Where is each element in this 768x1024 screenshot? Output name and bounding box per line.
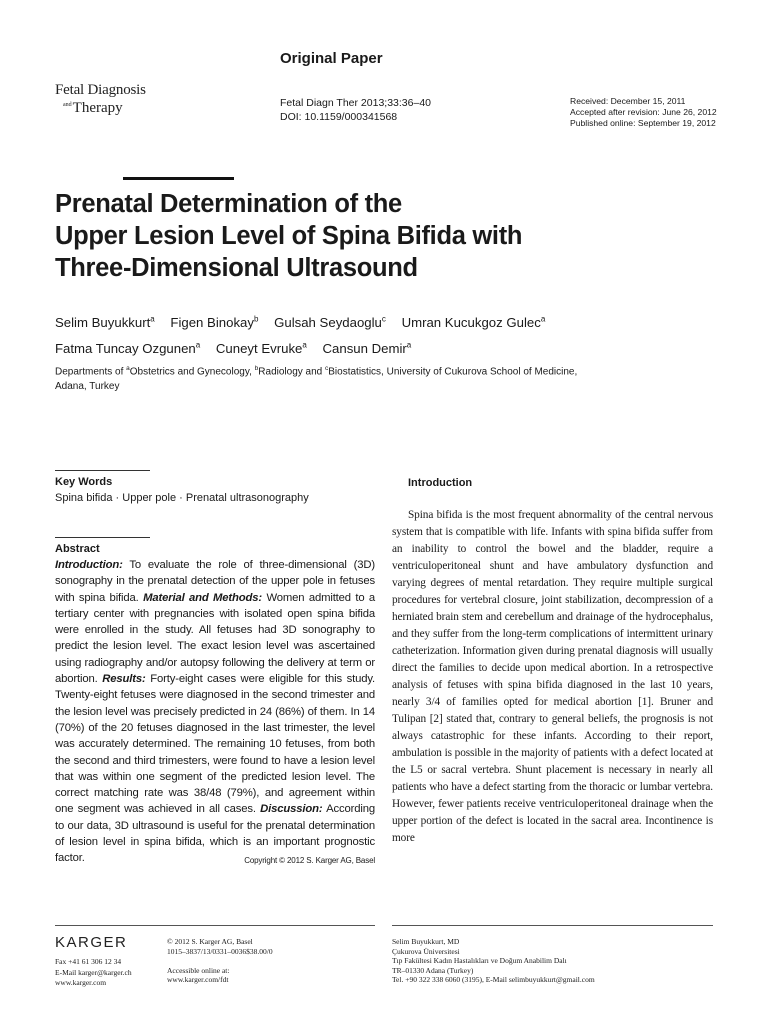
- author: Selim Buyukkurt$^a$: [55, 315, 155, 331]
- title-rule: [123, 177, 234, 180]
- title-line: Three-Dimensional Ultrasound: [55, 254, 418, 282]
- copyright: © 2012 S. Karger AG, Basel: [167, 937, 253, 946]
- doi[interactable]: DOI: 10.1159/000341568: [280, 111, 398, 123]
- corr-address: TR–01330 Adana (Turkey): [392, 965, 474, 975]
- accepted-date: Accepted after revision: June 26, 2012: [570, 107, 717, 117]
- author: Umran Kucukgoz Gulec$^a$: [401, 315, 546, 331]
- abstract-heading: Abstract: [55, 543, 100, 555]
- abstract-rule: [55, 537, 150, 538]
- footer-rule-left: [55, 925, 375, 926]
- journal-logo: [55, 83, 146, 116]
- author: Cansun Demir$^a$: [322, 340, 412, 356]
- affiliation: Departments of $^a$Obstetrics and Gynecology, $^b$Radiology and $^c$Biostatistics, University of Cukurova School of Medicine, Adana, Turkey: [55, 365, 578, 393]
- issn: 1015–3837/13/0331–0036$38.00/0: [167, 946, 273, 956]
- email[interactable]: E-Mail karger@karger.ch: [55, 967, 132, 977]
- title-line: Prenatal Determination of the: [55, 190, 402, 218]
- keywords-heading: Key Words: [55, 476, 113, 488]
- author: Gulsah Seydaoglu$^c$: [274, 315, 386, 331]
- journal-name-line1: Fetal Diagnosis: [55, 82, 146, 98]
- accessible-label: Accessible online at:: [167, 965, 230, 975]
- fax: Fax +41 61 306 12 34: [55, 957, 122, 966]
- website[interactable]: www.karger.com: [55, 978, 107, 987]
- citation-block: [280, 96, 431, 124]
- abstract-body: Introduction: To evaluate the role of three-dimensional (3D) sonography in the prenatal detection of the upper pole in fetuses with spina bifida. Material and Methods: Women admitted to a tertiary center with pregnancies with isolated open spina bifida were enrolled in the study. All fetuses had 3D sonography to predict the lesion level. The exact lesion level was ascertained using radiography and/or autopsy following the delivery at term or abortion. Results: Forty-eight cases were eligible for this study. Twenty-eight fetuses were diagnosed in the second trimester and the lesion level was precisely predicted in 24 (86%) of them. In 14 (70%) of the 20 fetuses diagnosed in the last trimester, the level was accurately determined. The remaining 10 fetuses, from both the second and third trimesters, were found to have a lesion level that was within one segment of the predicted lesion level. The correct matching rate was 38/48 (79%), and agreement within one segment was achieved in all cases. Discussion: According to our data, 3D ultrasound is useful for the prenatal determination of lesion level in spina bifida, which is an important prognostic factor. Copyright © 2012 S. Karger AG, Basel: [55, 557, 375, 870]
- paper-type: Original Paper: [280, 50, 383, 67]
- citation: Fetal Diagn Ther 2013;33:36–40: [280, 97, 431, 109]
- copyright-block: [167, 937, 273, 985]
- corr-contact[interactable]: Tel. +90 322 338 6060 (3195), E-Mail selimbuyukkurt@gmail.com: [392, 975, 595, 984]
- journal-name-line2: Therapy: [72, 100, 123, 116]
- keywords-text: Spina bifida · Upper pole · Prenatal ultrasonography: [55, 492, 309, 504]
- introduction-heading: Introduction: [408, 477, 473, 489]
- dates-block: [570, 96, 717, 129]
- accessible-url[interactable]: www.karger.com/fdt: [167, 975, 229, 984]
- author-list: [55, 309, 715, 360]
- keywords-rule: [55, 470, 150, 471]
- publisher-contact: [55, 957, 132, 989]
- corr-name: Selim Buyukkurt, MD: [392, 937, 460, 946]
- author: Fatma Tuncay Ozgunen$^a$: [55, 340, 201, 356]
- publisher-logo: KARGER: [55, 934, 128, 951]
- introduction-body: Spina bifida is the most frequent abnormality of the central nervous system that is compatible with life. Infants with spina bifida suffer from an inability to control the bowel and the bladder, require a ventriculoperitoneal shunt and have ambulatory dysfunction and varying degrees of mental retardation. They require multiple surgical procedures for vertebral closure, joint stabilization, decompression of a herniated brain stem and cerebellum and drainage of the hydrocephalus, and they suffer from the long-term complications of intermittent urinary catheterization. Information given during prenatal diagnosis will usually direct the families to decide upon medical abortion. In a retrospective analysis of fetuses with spina bifida diagnosed in the last 10 years, nearly 3/4 of families opted for medical abortion [1]. Bruner and Tulipan [2] stated that, contrary to general beliefs, the prognosis is not always catastrophic for these infants. According to their report, ambulation is possible in the majority of patients with a defect located at the L5 or sacral vertebra. Shunt placement is necessary in nearly all patients who have a defect starting from the thoracic or lumbar vertebra. However, fewer patients receive ventriculoperitoneal drainage when the upper portion of the defect is located in the sacral area. Incontinence is more: [392, 509, 713, 844]
- correspondence: [392, 937, 722, 985]
- author: Cuneyt Evruke$^a$: [215, 340, 307, 356]
- published-date: Published online: September 19, 2012: [570, 118, 716, 128]
- abstract-copyright: Copyright © 2012 S. Karger AG, Basel: [244, 856, 375, 866]
- article-title: [55, 188, 705, 284]
- author: Figen Binokay$^b$: [170, 315, 259, 331]
- received-date: Received: December 15, 2011: [570, 96, 686, 106]
- corr-department: Tıp Fakültesi Kadın Hastalıkları ve Doğum Anabilim Dalı: [392, 956, 567, 965]
- title-line: Upper Lesion Level of Spina Bifida with: [55, 222, 523, 250]
- journal-name-and: and: [63, 102, 72, 108]
- footer-rule-right: [392, 925, 713, 926]
- corr-university: Çukurova Üniversitesi: [392, 946, 460, 956]
